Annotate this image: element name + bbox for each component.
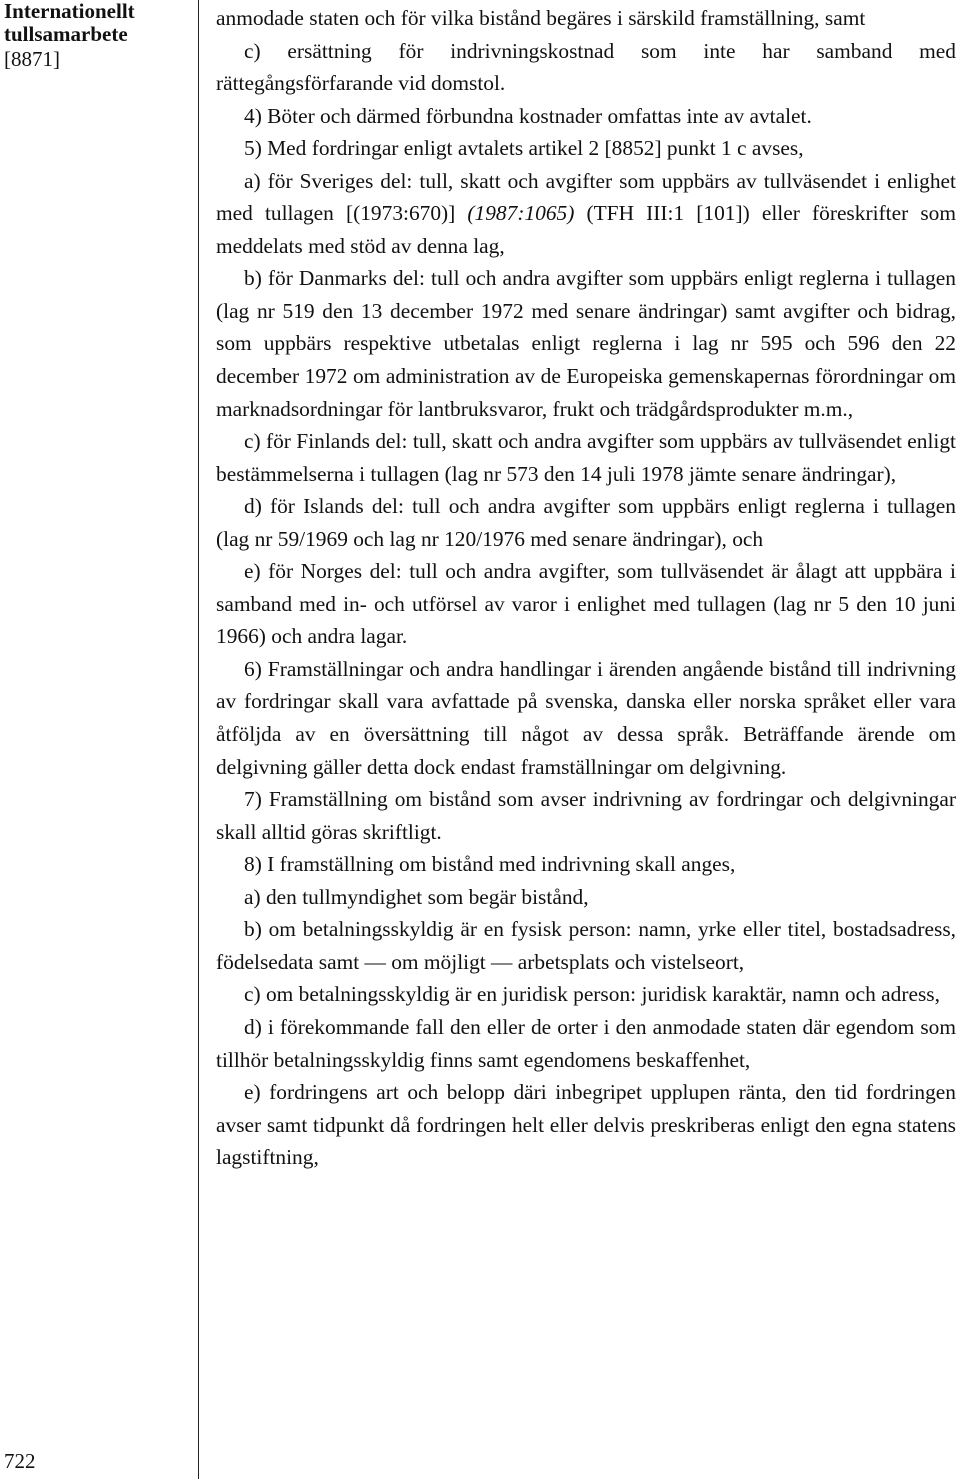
section-reference: [8871] <box>4 47 60 71</box>
paragraph: c) för Finlands del: tull, skatt och andra avgifter som uppbärs av tullväsendet enligt bestämmelserna i tullagen (lag nr 573 den 14 juli 1978 jämte senare ändringar), <box>216 429 956 486</box>
paragraph: d) för Islands del: tull och andra avgifter som uppbärs enligt reglerna i tullagen (lag nr 59/1969 och lag nr 120/1976 med senare ändringar), och <box>216 494 956 551</box>
paragraph: a) den tullmyndighet som begär bistånd, <box>244 884 589 909</box>
paragraph: c) ersättning för indrivningskostnad som inte har samband med rättegångsförfarande vid domstol. <box>216 38 956 96</box>
paragraph: b) för Danmarks del: tull och andra avgifter som uppbärs enligt reglerna i tullagen (lag nr 519 den 13 december 1972 med senare ändringar) samt avgifter och bidrag, som uppbärs respektive utbetalas enligt reglerna i lag nr 595 och 596 den 22 december 1972 om administration av de Europeiska gemenskapernas förordningar om marknadsordningar för lantbruksvaror, frukt och trädgårdsprodukter m.m., <box>216 266 956 421</box>
paragraph: d) i förekommande fall den eller de orter i den anmodade staten där egendom som tillhör betalningsskyldig finns samt egendomens beskaffenhet, <box>216 1014 956 1072</box>
paragraph: 4) Böter och därmed förbundna kostnader omfattas inte av avtalet. <box>244 103 812 128</box>
paragraph: 7) Framställning om bistånd som avser indrivning av fordringar och delgivningar skall alltid göras skriftligt. <box>216 787 956 844</box>
paragraph: e) fordringens art och belopp däri inbegripet upplupen ränta, den tid fordringen avser samt tidpunkt då fordringen helt eller delvis preskriberas enligt den egna statens lagstiftning, <box>216 1080 956 1170</box>
margin-column <box>0 0 199 1479</box>
paragraph: e) för Norges del: tull och andra avgifter, som tullväsendet är ålagt att uppbära i samband med in- och utförsel av varor i enlighet med tullagen (lag nr 5 den 10 juni 1966) och andra lagar. <box>216 559 956 649</box>
paragraph: 6) Framställningar och andra handlingar i ärenden angående bistånd till indrivning av fordringar skall vara avfattade på svenska, danska eller norska språket eller vara åtföljda av en översättning till något av dessa språk. Beträffande ärende om delgivning gäller detta dock endast framställningar om delgivning. <box>216 656 956 779</box>
paragraph: anmodade staten och för vilka bistånd begäres i särskild framställning, samt <box>216 6 866 30</box>
paragraph-text: a) för Sveriges del: tull, skatt och avgifter som uppbärs av tullväsendet i enlighet med tullagen [(1973:670)] <box>216 168 956 226</box>
paragraph: 8) I framställning om bistånd med indrivning skall anges, <box>244 852 736 877</box>
paragraph-text: (TFH III:1 [101]) eller föreskrifter som meddelats med stöd av denna lag, <box>216 201 956 258</box>
section-heading <box>4 0 194 46</box>
section-heading-line: Internationellt <box>4 0 135 23</box>
paragraph <box>216 165 956 263</box>
body-text <box>216 2 956 1174</box>
section-heading-line: tullsamarbete <box>4 22 128 46</box>
amendment-reference: (1987:1065) <box>467 201 575 226</box>
paragraph: 5) Med fordringar enligt avtalets artikel 2 [8852] punkt 1 c avses, <box>244 136 804 161</box>
paragraph: b) om betalningsskyldig är en fysisk person: namn, yrke eller titel, bostadsadress, födelsedata samt — om möjligt — arbetsplats och vistelseort, <box>216 917 956 974</box>
paragraph: c) om betalningsskyldig är en juridisk person: juridisk karaktär, namn och adress, <box>244 982 940 1007</box>
page-number: 722 <box>4 1449 36 1473</box>
